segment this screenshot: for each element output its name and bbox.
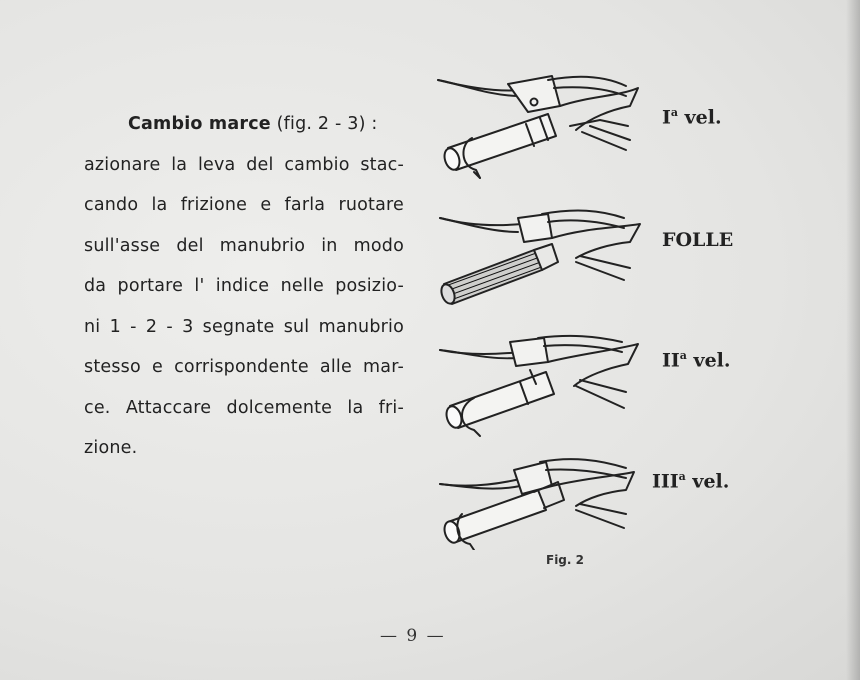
instruction-text bbox=[84, 104, 404, 469]
body-line-3: sull'asse del manubrio in modo bbox=[84, 235, 404, 256]
handlebar-gear-2-illustration bbox=[430, 328, 660, 438]
gear-label-2-numeral: II bbox=[662, 349, 680, 372]
body-line-2: cando la frizione e farla ruotare bbox=[84, 195, 404, 215]
gear-label-1-suffix: vel. bbox=[678, 106, 722, 129]
gear-label-2 bbox=[662, 349, 731, 371]
heading-reference: (fig. 2 - 3) : bbox=[270, 114, 378, 134]
handlebar-neutral-illustration bbox=[430, 206, 660, 306]
figure-2 bbox=[430, 66, 760, 586]
gear-label-2-suffix: vel. bbox=[686, 349, 731, 372]
gear-label-3-numeral: III bbox=[652, 470, 679, 493]
gear-label-3-sup: a bbox=[678, 470, 686, 483]
body-line-8: zione. bbox=[84, 438, 138, 458]
gear-label-neutral bbox=[662, 229, 733, 251]
gear-label-1 bbox=[662, 106, 722, 128]
page-edge-shadow bbox=[846, 0, 860, 680]
handlebar-gear-1-illustration bbox=[430, 66, 660, 191]
gear-label-neutral-text: FOLLE bbox=[662, 229, 734, 251]
gear-label-3 bbox=[652, 470, 729, 492]
body-line-6: stesso e corrispondente alle mar- bbox=[84, 357, 404, 377]
gear-label-3-suffix: vel. bbox=[685, 470, 730, 493]
heading-line bbox=[84, 104, 404, 145]
figure-caption: Fig. 2 bbox=[546, 553, 584, 567]
body-line-4: da portare l' indice nelle posizio- bbox=[84, 276, 404, 296]
gear-label-1-sup: a bbox=[670, 106, 679, 119]
body-line-5: ni 1 - 2 - 3 segnate sul manubrio bbox=[84, 316, 404, 337]
handlebar-gear-3-illustration bbox=[430, 450, 660, 550]
page-number: — 9 — bbox=[380, 626, 446, 646]
body-line-1: azionare la leva del cambio stac- bbox=[84, 154, 404, 175]
gear-label-2-sup: a bbox=[679, 349, 687, 362]
body-line-7: ce. Attaccare dolcemente la fri- bbox=[84, 397, 404, 418]
section-heading: Cambio marce bbox=[128, 114, 271, 134]
gear-label-1-numeral: I bbox=[662, 106, 671, 129]
